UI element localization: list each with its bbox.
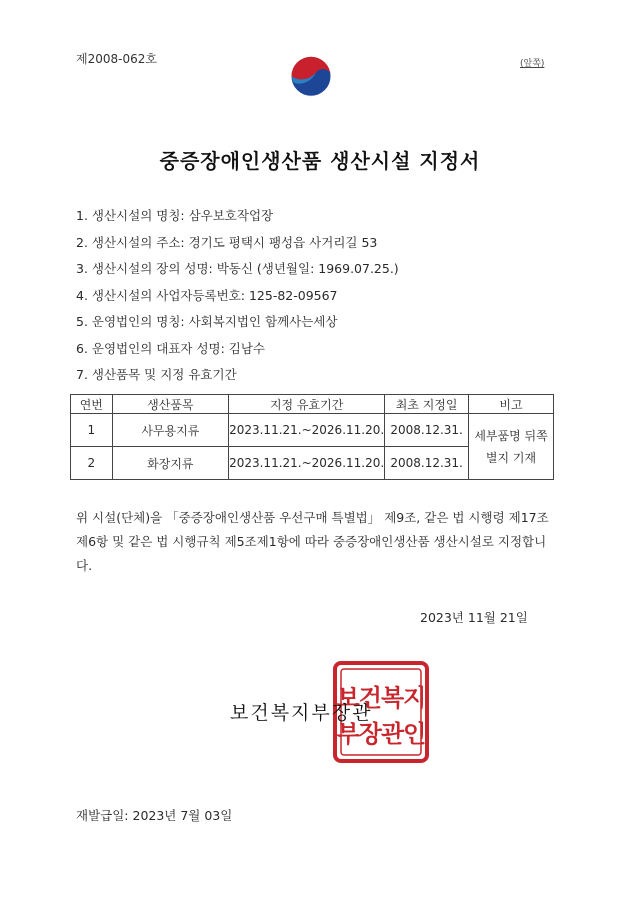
designation-paragraph: 위 시설(단체)을 「중증장애인생산품 우선구매 특별법」 제9조, 같은 법 시행령 제17조제6항 및 같은 법 시행규칙 제5조제1항에 따라 중증장애인생산품 생산시설로 지정합니다. [76,510,549,573]
cell-product: 화장지류 [112,447,229,480]
cell-no: 2 [71,447,113,480]
item-products-validity: 7. 생산품목 및 지정 유효기간 [76,367,237,382]
header-product: 생산품목 [112,395,229,414]
item-facility-head: 3. 생산시설의 장의 성명: 박동신 (생년월일: 1969.07.25.) [76,261,399,276]
item-corporation-name: 5. 운영법인의 명칭: 사회복지법인 함께사는세상 [76,314,338,329]
designation-table [70,394,554,480]
header-no: 연번 [71,395,113,414]
cell-period: 2023.11.21.~2026.11.20. [229,447,385,480]
cell-product: 사무용지류 [112,414,229,447]
table-header-row [71,395,554,414]
header-first-date: 최초 지정일 [385,395,469,414]
header-note: 비고 [469,395,554,414]
note-line: 별지 기재 [485,450,537,465]
front-side-label: (앞쪽) [520,59,545,69]
reissue-date: 재발급일: 2023년 7월 03일 [76,808,233,823]
svg-text:부장관인: 부장관인 [336,720,426,748]
document-title: 중증장애인생산품 생산시설 지정서 [159,149,481,173]
minister-title: 보건복지부장관 [230,702,373,724]
item-list [76,206,399,392]
note-line: 세부품명 뒤쪽 [474,428,548,443]
document-number: 제2008-062호 [76,52,157,66]
issue-date: 2023년 11월 21일 [420,610,528,625]
cell-first-date: 2008.12.31. [385,447,469,480]
header-period: 지정 유효기간 [229,395,385,414]
item-facility-name: 1. 생산시설의 명칭: 삼우보호작업장 [76,208,274,223]
svg-text:보건복지: 보건복지 [336,684,426,712]
cell-period: 2023.11.21.~2026.11.20. [229,414,385,447]
cell-no: 1 [71,414,113,447]
table-row [71,414,554,447]
cell-note [469,414,554,480]
item-business-number: 4. 생산시설의 사업자등록번호: 125-82-09567 [76,287,338,303]
item-facility-address: 2. 생산시설의 주소: 경기도 평택시 팽성읍 사거리길 53 [76,234,378,250]
government-emblem-icon [280,44,342,106]
cell-first-date: 2008.12.31. [385,414,469,447]
item-representative: 6. 운영법인의 대표자 성명: 김남수 [76,340,266,356]
